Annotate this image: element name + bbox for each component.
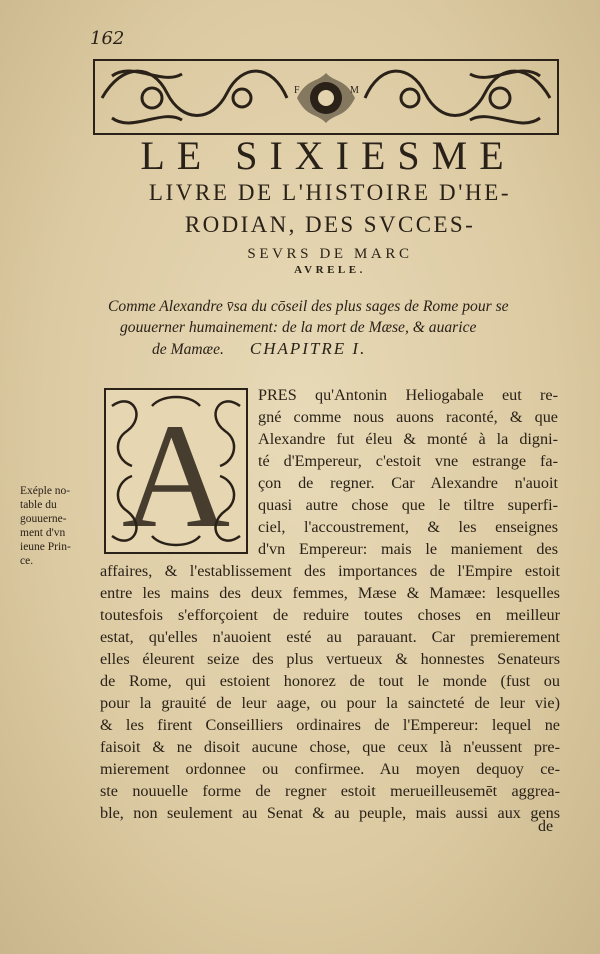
marginal-note <box>20 484 100 568</box>
body-line: d'vn Empereur: mais le maniement des <box>258 540 558 558</box>
body-line: estat, qu'elles n'auoient esté au parauant. Car premierement <box>100 628 560 646</box>
body-line: ste nouuelle forme de regner estoit merueilleusemēt aggrea- <box>100 782 560 800</box>
book-title-line-3: RODIAN, DES SVCCES- <box>184 212 476 237</box>
body-line: çon de regner. Car Alexandre n'auoit <box>258 474 558 492</box>
marginal-note-line: table du <box>20 499 57 511</box>
drop-cap-letter: A <box>121 393 231 556</box>
chapter-summary <box>108 296 558 360</box>
body-line: elles éleurent seize des plus vertueux & honnestes Senateurs <box>100 650 560 668</box>
body-line: pour la grauité de leur aage, ou pour la saincteté de leur vie) <box>100 694 560 712</box>
body-line: té d'Empereur, c'estoit vne estrange fa- <box>258 452 558 470</box>
body-line: PRES qu'Antonin Heliogabale eut re- <box>258 386 558 404</box>
marginal-note-line: gouuerne- <box>20 513 67 525</box>
book-title-line-2: LIVRE DE L'HISTOIRE D'HE- <box>148 180 512 205</box>
book-title-main: LE SIXIESME <box>140 133 516 178</box>
ornament-letter-m: M <box>350 85 359 96</box>
body-line: Alexandre fut éleu & monté à la digni- <box>258 430 558 448</box>
marginal-note-line: ment d'vn <box>20 527 66 539</box>
marginal-note-line: ieune Prin- <box>20 541 71 553</box>
summary-line-1: Comme Alexandre v̄sa du cōseil des plus sages de Rome pour se <box>108 298 509 315</box>
chapter-heading: CHAPITRE I. <box>249 339 367 358</box>
body-line: gné comme nous auons raconté, & que <box>258 408 558 426</box>
body-line: entre les mains des deux femmes, Mæse & Mamæe: lesquelles <box>100 584 560 602</box>
book-title-line-5: AVRELE. <box>294 264 366 276</box>
page-number: 162 <box>90 28 125 49</box>
headpiece-ornament <box>92 58 560 136</box>
body-line: toutesfois s'efforçoient de reduire toutes choses en meilleur <box>100 606 560 624</box>
body-line: de Rome, qui estoient honorez de tout le monde (fust ou <box>100 672 560 690</box>
summary-line-2: gouuerner humainement: de la mort de Mæse, & auarice <box>120 319 477 336</box>
body-line: ble, non seulement au Senat & au peuple, mais aussi aux gens <box>100 804 560 822</box>
marginal-note-line: Exéple no- <box>20 485 71 497</box>
summary-line-3 <box>108 338 558 360</box>
marginal-note-line: ce. <box>20 555 34 567</box>
decorated-drop-cap <box>102 386 250 556</box>
catchword: de <box>538 818 554 835</box>
ornament-letter-f: F <box>294 85 300 96</box>
body-line: ciel, l'accoustrement, & les enseignes <box>258 518 558 536</box>
summary-line-3-text: de Mamæe. <box>152 341 224 358</box>
book-title-line-4: SEVRS DE MARC <box>247 246 413 262</box>
body-line: & les firent Conseilliers ordinaires de l'Empereur: lequel ne <box>100 716 560 734</box>
body-line: faisoit & ne disoit aucune chose, que ceux là n'eussent pre- <box>100 738 560 756</box>
body-line: mierement ordonnee ou confirmee. Au moyen dequoy ce- <box>100 760 560 778</box>
body-line: quasi autre chose que le tiltre superfi- <box>258 496 558 514</box>
body-line: affaires, & l'establissement des importances de l'Empire estoit <box>100 562 560 580</box>
